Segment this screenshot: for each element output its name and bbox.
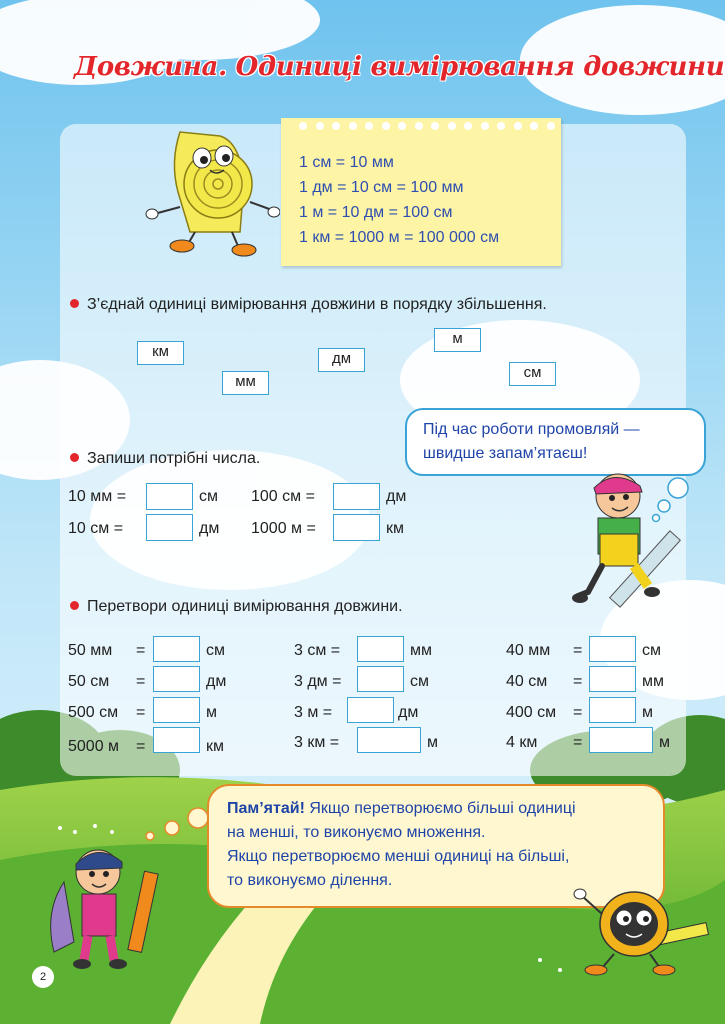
remember-text: то виконуємо ділення.: [227, 872, 393, 889]
equals-sign: =: [136, 642, 146, 659]
unit-card-mm[interactable]: мм: [222, 371, 269, 395]
task3-c1-r3: 500 см: [68, 704, 119, 721]
task2-row1-right: 100 см =: [251, 488, 315, 505]
unit-label: км: [206, 738, 224, 755]
unit-label: дм: [398, 704, 419, 721]
answer-input[interactable]: [153, 727, 200, 753]
task2-prompt: Запиши потрібні числа.: [70, 450, 260, 468]
unit-label: м: [206, 704, 217, 721]
note-line: 1 см = 10 мм: [299, 154, 394, 171]
boy-with-ruler-icon: [570, 464, 690, 614]
unit-label: дм: [206, 673, 227, 690]
task2-row2-right: 1000 м =: [251, 520, 316, 537]
units-note: [281, 118, 561, 266]
answer-input[interactable]: [357, 666, 404, 692]
equals-sign: =: [136, 738, 146, 755]
unit-card-dm[interactable]: дм: [318, 348, 365, 372]
task3-c2-r1: 3 см =: [294, 642, 341, 659]
task3-c2-r2: 3 дм =: [294, 673, 342, 690]
remember-text: Якщо перетворюємо більші одиниці: [304, 800, 576, 817]
remember-label: Пам’ятай!: [227, 800, 305, 817]
unit-label: см: [410, 673, 429, 690]
note-line: 1 км = 1000 м = 100 000 см: [299, 229, 500, 246]
task2-row1-unit-b: дм: [386, 488, 407, 505]
remember-text: Якщо перетворюємо менші одиниці на більші,: [227, 848, 570, 865]
tape-measure-character-icon: [140, 122, 280, 262]
task3-c3-r4: 4 км: [506, 734, 538, 751]
note-line: 1 м = 10 дм = 100 см: [299, 204, 453, 221]
task3-c2-r3: 3 м =: [294, 704, 333, 721]
task3-c2-r4: 3 км =: [294, 734, 340, 751]
unit-card-km[interactable]: км: [137, 341, 184, 365]
unit-label: см: [642, 642, 661, 659]
task2-row2-left: 10 см =: [68, 520, 124, 537]
task3-c3-r1: 40 мм: [506, 642, 551, 659]
answer-input[interactable]: [357, 727, 421, 753]
task2-row2-unit-b: км: [386, 520, 404, 537]
girl-with-ruler-icon: [34, 842, 164, 972]
equals-sign: =: [573, 642, 583, 659]
equals-sign: =: [136, 704, 146, 721]
answer-input[interactable]: [347, 697, 394, 723]
unit-label: м: [642, 704, 653, 721]
answer-input[interactable]: [146, 514, 193, 541]
answer-input[interactable]: [153, 666, 200, 692]
answer-input[interactable]: [589, 697, 636, 723]
unit-label: мм: [642, 673, 664, 690]
tip-text: Під час роботи промовляй — швидше запам’ятаєш!: [423, 421, 640, 462]
page-number: 2: [32, 966, 54, 988]
task3-c1-r4: 5000 м: [68, 738, 120, 755]
answer-input[interactable]: [589, 727, 653, 753]
unit-card-m[interactable]: м: [434, 328, 481, 352]
page-title: Довжина. Одиниці вимірювання довжини: [74, 52, 725, 82]
equals-sign: =: [573, 734, 583, 751]
note-binding-holes: [299, 122, 555, 130]
answer-input[interactable]: [589, 636, 636, 662]
answer-input[interactable]: [153, 636, 200, 662]
task3-c1-r1: 50 мм: [68, 642, 113, 659]
remember-text: на менші, то виконуємо множення.: [227, 824, 486, 841]
answer-input[interactable]: [333, 514, 380, 541]
equals-sign: =: [136, 673, 146, 690]
answer-input[interactable]: [333, 483, 380, 510]
tape-measure-glasses-icon: [572, 878, 712, 978]
unit-label: м: [427, 734, 438, 751]
unit-card-sm[interactable]: см: [509, 362, 556, 386]
answer-input[interactable]: [153, 697, 200, 723]
equals-sign: =: [573, 704, 583, 721]
equals-sign: =: [573, 673, 583, 690]
task3-c1-r2: 50 см: [68, 673, 110, 690]
answer-input[interactable]: [146, 483, 193, 510]
answer-input[interactable]: [357, 636, 404, 662]
task1-prompt: З’єднай одиниці вимірювання довжини в порядку збільшення.: [70, 296, 547, 314]
task2-row1-unit: см: [199, 488, 218, 505]
task2-row1-left: 10 мм =: [68, 488, 127, 505]
unit-label: см: [206, 642, 225, 659]
answer-input[interactable]: [589, 666, 636, 692]
unit-label: мм: [410, 642, 432, 659]
task2-row2-unit: дм: [199, 520, 220, 537]
task3-prompt: Перетвори одиниці вимірювання довжини.: [70, 598, 403, 616]
unit-label: м: [659, 734, 670, 751]
note-line: 1 дм = 10 см = 100 мм: [299, 179, 464, 196]
thought-bubble-dots-icon: [136, 806, 216, 846]
task3-c3-r2: 40 см: [506, 673, 548, 690]
task3-c3-r3: 400 см: [506, 704, 557, 721]
